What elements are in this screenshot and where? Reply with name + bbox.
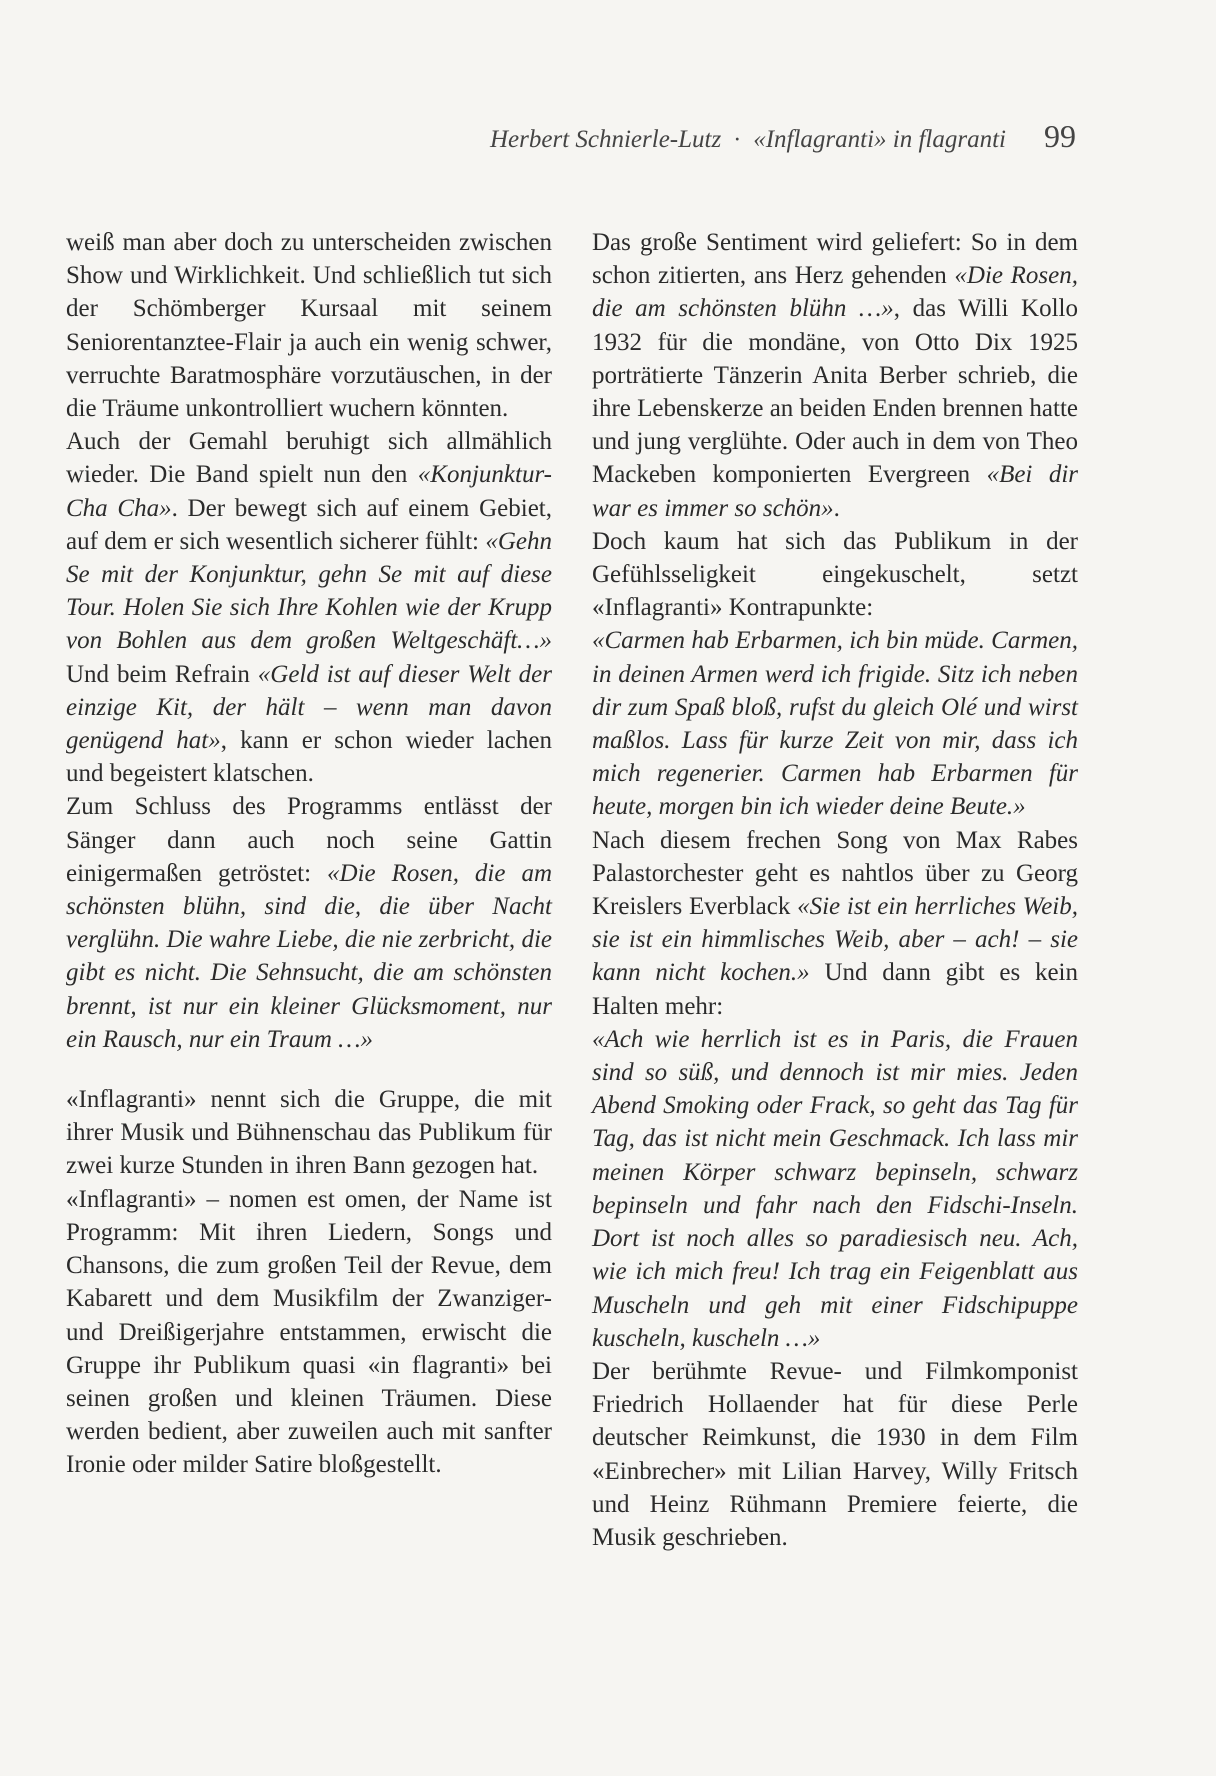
header-title: «Inflagranti» in flagranti bbox=[753, 126, 1006, 153]
paragraph: Auch der Gemahl beruhigt sich allmählich wieder. Die Band spielt nun den «Konjunktur-Cha Cha». Der bewegt sich auf einem Gebiet, auf dem er sich wesentlich sicherer fühlt: «Gehn Se mit der Konjunktur, gehn Se mit auf diese Tour. Holen Sie sich Ihre Kohlen wie der Krupp von Bohlen aus dem großen Weltgeschäft…» Und beim Refrain «Geld ist auf dieser Welt der einzige Kit, der hält – wenn man davon genügend hat», kann er schon wieder lachen und begeistert klatschen. bbox=[66, 428, 552, 788]
song-quote: «Carmen hab Erbarmen, ich bin müde. Carmen, in deinen Armen werd ich frigide. Sitz ich neben dir zum Spaß bloß, rufst du gleich Olé und wirst maßlos. Lass für kurze Zeit von mir, dass ich mich regenerier. Carmen hab Erbarmen für heute, morgen bin ich wieder deine Beute.» bbox=[592, 627, 1078, 821]
paragraph: «Inflagranti» – nomen est omen, der Name ist Programm: Mit ihren Liedern, Songs und Chansons, die zum großen Teil der Revue, dem Kabarett und dem Musikfilm der Zwanziger- und Dreißigerjahre entstammen, erwischt die Gruppe ihr Publikum quasi «in flagranti» bei seinen großen und kleinen Träumen. Diese werden bedient, aber zuweilen auch mit sanfter Ironie oder milder Satire bloßgestellt. bbox=[66, 1185, 552, 1479]
paragraph: weiß man aber doch zu unterscheiden zwischen Show und Wirklichkeit. Und schließlich tut sich der Schömberger Kursaal mit seinem Seniorentanztee-Flair ja auch ein wenig schwer, verruchte Baratmosphäre vorzutäuschen, in der die Träume unkontrolliert wuchern könnten. bbox=[66, 229, 552, 423]
paragraph: Nach diesem frechen Song von Max Rabes Palastorchester geht es nahtlos über zu Georg Kreislers Everblack «Sie ist ein herrliches Weib, sie ist ein himmlisches Weib, aber – ach! – sie kann nicht kochen.» Und dann gibt es kein Halten mehr: bbox=[592, 826, 1078, 1020]
paragraph: Das große Sentiment wird geliefert: So in dem schon zitierten, ans Herz gehenden «Die Rosen, die am schönsten blühn …», das Willi Kollo 1932 für die mondäne, von Otto Dix 1925 porträtierte Tänzerin Anita Berber schrieb, die ihre Lebenskerze an beiden Enden brennen hatte und jung verglühte. Oder auch in dem von Theo Mackeben komponierten Evergreen «Bei dir war es immer so schön». bbox=[592, 229, 1079, 522]
paragraph: «Inflagranti» nennt sich die Gruppe, die mit ihrer Musik und Bühnenschau das Publikum für zwei kurze Stunden in ihren Bann gezogen hat. bbox=[66, 1086, 552, 1180]
paragraph: Zum Schluss des Programms entlässt der Sänger dann auch noch seine Gattin einigermaßen getröstet: «Die Rosen, die am schönsten blühn, sind die, die über Nacht verglühn. Die wahre Liebe, die nie zerbricht, die gibt es nicht. Die Sehnsucht, die am schönsten brennt, ist nur ein kleiner Glücksmoment, nur ein Rausch, nur ein Traum …» bbox=[66, 793, 552, 1053]
page-number: 99 bbox=[1044, 118, 1076, 154]
paragraph: Doch kaum hat sich das Publikum in der Gefühlsseligkeit eingekuschelt, setzt «Inflagranti» Kontrapunkte: bbox=[592, 527, 1078, 622]
header-separator: · bbox=[733, 127, 742, 153]
left-column bbox=[66, 226, 552, 1482]
running-header bbox=[490, 118, 1076, 155]
paragraph: Der berühmte Revue- und Filmkomponist Friedrich Hollaender hat für diese Perle deutscher Reimkunst, die 1930 in dem Film «Einbrecher» mit Lilian Harvey, Willy Fritsch und Heinz Rühmann Premiere feierte, die Musik geschrieben. bbox=[592, 1357, 1078, 1551]
song-quote: «Ach wie herrlich ist es in Paris, die Frauen sind so süß, und dennoch ist mir mies. Jeden Abend Smoking oder Frack, so geht das Tag für Tag, das ist nicht mein Geschmack. Ich lass mir meinen Körper schwarz bepinseln, schwarz bepinseln und fahr nach den Fidschi-Inseln. Dort ist noch alles so paradiesisch neu. Ach, wie ich mich freu! Ich trag ein Feigenblatt aus Muscheln und geh mit einer Fidschipuppe kuscheln, kuscheln …» bbox=[592, 1025, 1078, 1352]
header-author: Herbert Schnierle-Lutz bbox=[489, 126, 722, 153]
right-column bbox=[592, 226, 1078, 1554]
